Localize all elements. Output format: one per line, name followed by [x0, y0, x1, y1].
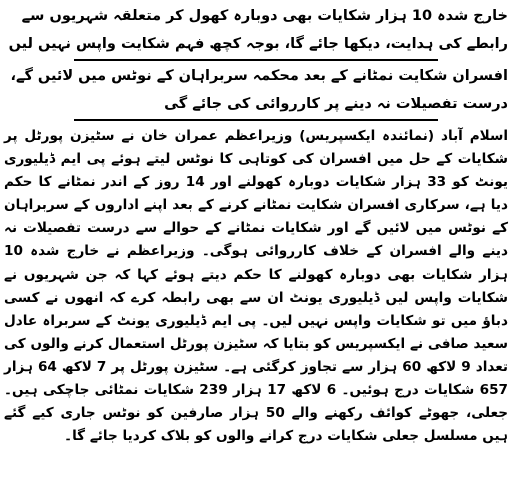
body-paragraph: وزیراعظم نے خارج شدہ 10 ہزار شکایات بھی دوبارہ کھولنے کا حکم دیتے ہوئے کہا کہ جن شہریوں نے شکایات واپس لیں ڈیلیوری یونٹ ان سے بھی رابطہ کرے کہ انھوں نے کسی دباؤ میں تو شکایات واپس نہیں لیں۔ پی ایم ڈیلیوری یونٹ کے سربراہ عادل سعید صافی نے ایکسپریس کو بتایا کہ سٹیزن پورٹل استعمال کرنے والوں کی تعداد 9 لاکھ 60 ہزار سے تجاوز کرگئی ہے۔ سٹیزن پورٹل پر 7 لاکھ 64 ہزار 657 شکایات درج ہوئیں۔ 6 لاکھ 17 ہزار 239 شکایات نمٹائی جاچکی ہیں۔ جعلی، جھوٹے کوائف رکھنے والے 50 ہزار صارفین کو نوٹس جاری کیے گئے ہیں مسلسل جعلی شکایات درج کرانے والوں کو بلاک کردیا جائے گا۔ — [4, 243, 509, 445]
divider-rule — [74, 59, 438, 61]
divider-rule — [74, 119, 438, 121]
article-headline: خارج شدہ 10 ہزار شکایات بھی دوبارہ کھول کر متعلقہ شہریوں سے رابطے کی ہدایت، دیکھا جائے گا، بوجہ کچھ فہم شکایت واپس نہیں لیں — [8, 8, 508, 52]
article-subheading: افسران شکایت نمٹانے کے بعد محکمہ سربراہان کے نوٹس میں لائیں گے، درست تفصیلات نہ دینے پر کارروائی کی جائے گی — [10, 68, 508, 112]
body-paragraph: وزیراعظم عمران خان نے سٹیزن پورٹل پر شکایات کے حل میں افسران کی کوتاہی کا نوٹس لیتے ہوئے پی ایم ڈیلیوری یونٹ کو 33 ہزار شکایات دوبارہ کھولنے اور 14 روز کے اندر نمٹانے کا حکم دیا ہے، سرکاری افسران شکایت نمٹانے کرنے کے بعد اپنے اداروں کے سربراہان کے نوٹس میں لائیں گے اور شکایات نمٹانے کے حوالے سے درست تفصیلات نہ دینے والے افسران کے خلاف کارروائی ہوگی۔ — [4, 128, 509, 260]
article-body — [4, 125, 508, 448]
dateline: اسلام آباد (نمائندہ ایکسپریس) — [299, 128, 509, 144]
